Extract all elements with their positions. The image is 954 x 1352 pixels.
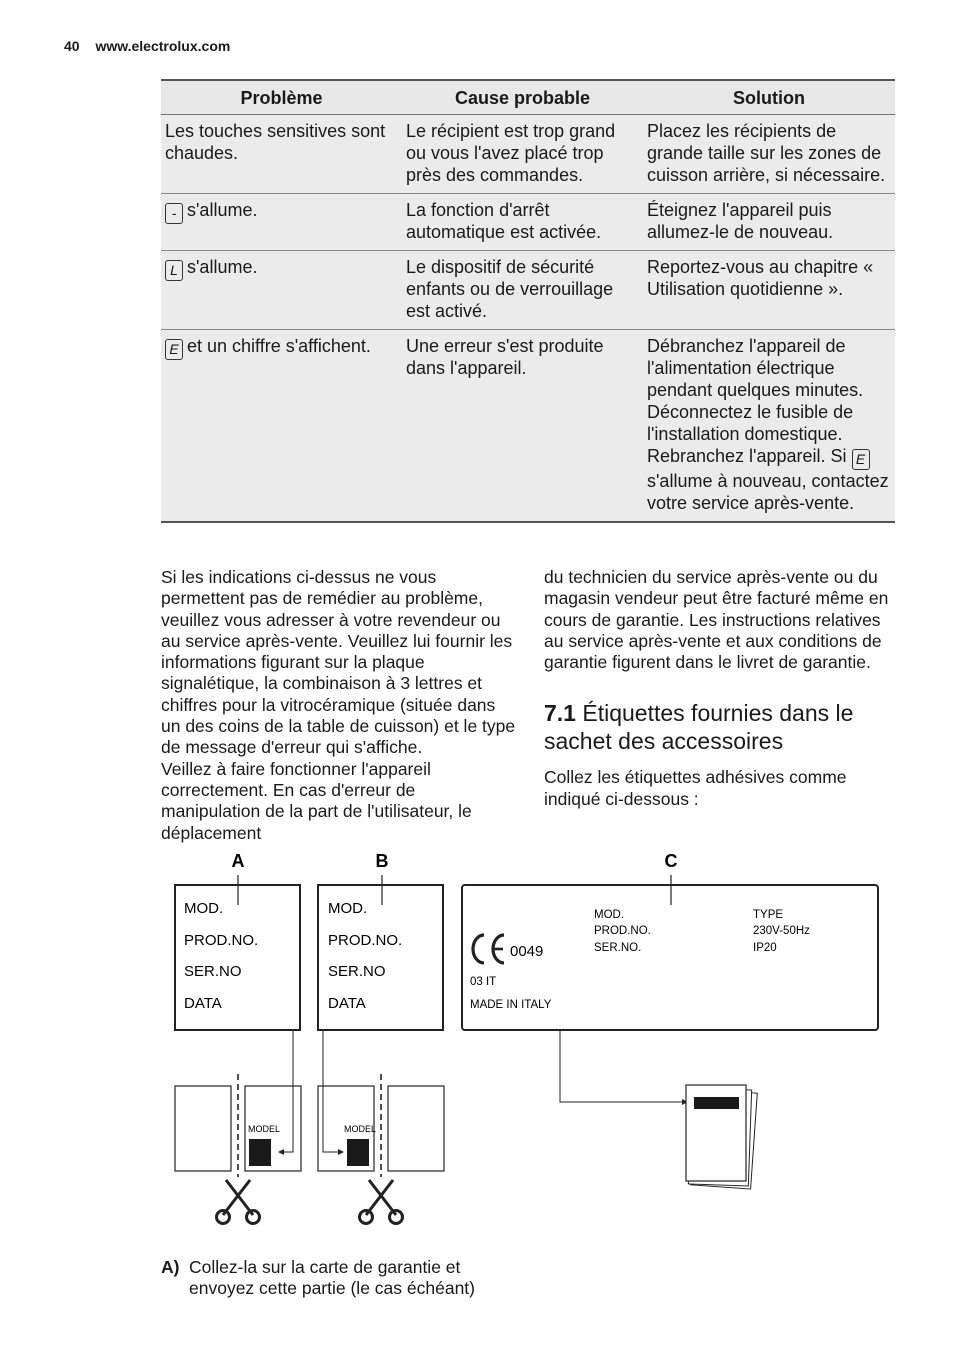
column-header: Problème bbox=[161, 80, 402, 115]
card-label: MODEL bbox=[344, 1124, 377, 1134]
note-a bbox=[161, 1257, 521, 1300]
column-header: Solution bbox=[643, 80, 895, 115]
problem-cell bbox=[161, 251, 402, 330]
rating-field: SER.NO. bbox=[594, 942, 642, 954]
table-header-row bbox=[161, 80, 895, 115]
solution-text: s'allume à nouveau, contactez votre service après-vente. bbox=[647, 471, 889, 513]
ce-number: 0049 bbox=[510, 943, 544, 960]
troubleshooting-table bbox=[161, 79, 895, 523]
display-symbol-icon: - bbox=[165, 203, 183, 224]
sticker-line: MOD. bbox=[184, 900, 224, 917]
cause-cell: Le dispositif de sécurité enfants ou de verrouillage est activé. bbox=[402, 251, 643, 330]
sticker-line: SER.NO bbox=[328, 963, 386, 980]
sticker-c bbox=[462, 875, 878, 1030]
problem-text: s'allume. bbox=[187, 200, 258, 220]
right-column bbox=[544, 567, 896, 810]
section-number: 7.1 bbox=[544, 700, 576, 727]
section-title: Étiquettes fournies dans le sachet des accessoires bbox=[544, 700, 854, 755]
rating-code: 03 IT bbox=[470, 976, 497, 988]
page-number: 40 bbox=[64, 38, 80, 54]
cause-cell: Une erreur s'est produite dans l'appareil. bbox=[402, 330, 643, 523]
left-column bbox=[161, 567, 516, 844]
sticker-b bbox=[318, 875, 443, 1030]
rating-field: PROD.NO. bbox=[594, 925, 651, 937]
error-symbol-icon: E bbox=[165, 339, 183, 360]
warranty-card-b bbox=[318, 1030, 444, 1177]
callout-a: A bbox=[231, 851, 245, 871]
sticker-a bbox=[175, 875, 300, 1030]
sticker-line: PROD.NO. bbox=[328, 932, 403, 949]
rating-field: TYPE bbox=[753, 909, 784, 921]
scissors-icon bbox=[217, 1180, 260, 1224]
note-label: A) bbox=[161, 1257, 180, 1277]
problem-cell bbox=[161, 115, 402, 194]
table-row bbox=[161, 194, 895, 251]
solution-cell bbox=[643, 330, 895, 523]
paragraph: Veillez à faire fonctionner l'appareil correctement. En cas d'erreur de manipulation de la part de l'utilisateur, le déplacement bbox=[161, 758, 472, 843]
note-text: Collez-la sur la carte de garantie et envoyez cette partie (le cas échéant) bbox=[189, 1257, 475, 1299]
labels-figure bbox=[160, 845, 890, 1230]
lock-symbol-icon: L bbox=[165, 260, 183, 281]
rating-field: MOD. bbox=[594, 909, 625, 921]
sticker-line: DATA bbox=[328, 995, 366, 1012]
sticker-line: SER.NO bbox=[184, 963, 242, 980]
problem-text: s'allume. bbox=[187, 257, 258, 277]
callout-c: C bbox=[664, 851, 678, 871]
sticker-line: MOD. bbox=[328, 900, 368, 917]
callout-b: B bbox=[375, 851, 389, 871]
card-label: MODEL bbox=[248, 1124, 281, 1134]
solution-cell: Placez les récipients de grande taille sur les zones de cuisson arrière, si nécessaire. bbox=[643, 115, 895, 194]
manual-booklet-icon bbox=[560, 1030, 757, 1189]
table-row bbox=[161, 330, 895, 523]
scissors-icon bbox=[360, 1180, 403, 1224]
paragraph: du technicien du service après-vente ou du magasin vendeur peut être facturé même en cours de garantie. Les instructions relatives au service après-vente et aux conditions de garantie figurent dans le livret de garantie. bbox=[544, 567, 889, 673]
website: www.electrolux.com bbox=[95, 38, 231, 54]
table-row bbox=[161, 251, 895, 330]
column-header: Cause probable bbox=[402, 80, 643, 115]
warranty-card-a bbox=[175, 1030, 301, 1177]
solution-text: Débranchez l'appareil de l'alimentation électrique pendant quelques minutes. Déconnectez le fusible de l'installation domestique. Rebranchez l'appareil. Si bbox=[647, 336, 864, 466]
paragraph: Collez les étiquettes adhésives comme indiqué ci-dessous : bbox=[544, 767, 847, 809]
page-header bbox=[64, 38, 230, 54]
section-heading bbox=[544, 699, 896, 755]
sticker-line: PROD.NO. bbox=[184, 932, 259, 949]
sticker-line: DATA bbox=[184, 995, 222, 1012]
problem-text: Les touches sensitives sont chaudes. bbox=[165, 121, 386, 163]
problem-cell bbox=[161, 194, 402, 251]
made-in: MADE IN ITALY bbox=[470, 999, 552, 1011]
problem-cell bbox=[161, 330, 402, 523]
cause-cell: La fonction d'arrêt automatique est activée. bbox=[402, 194, 643, 251]
solution-cell: Reportez-vous au chapitre « Utilisation quotidienne ». bbox=[643, 251, 895, 330]
paragraph: Si les indications ci-dessus ne vous permettent pas de remédier au problème, veuillez vous adresser à votre revendeur ou au service après-vente. Veuillez lui fournir les informations figurant sur la plaque signalétique, la combinaison à 3 lettres et chiffres pour la vitrocéramique (située dans un des coins de la table de cuisson) et le type de message d'erreur qui s'affiche. bbox=[161, 567, 516, 758]
cause-cell: Le récipient est trop grand ou vous l'avez placé trop près des commandes. bbox=[402, 115, 643, 194]
solution-cell: Éteignez l'appareil puis allumez-le de nouveau. bbox=[643, 194, 895, 251]
table-row bbox=[161, 115, 895, 194]
rating-field: 230V-50Hz bbox=[753, 925, 810, 937]
error-symbol-icon: E bbox=[852, 449, 870, 470]
problem-text: et un chiffre s'affichent. bbox=[187, 336, 371, 356]
rating-field: IP20 bbox=[753, 942, 777, 954]
